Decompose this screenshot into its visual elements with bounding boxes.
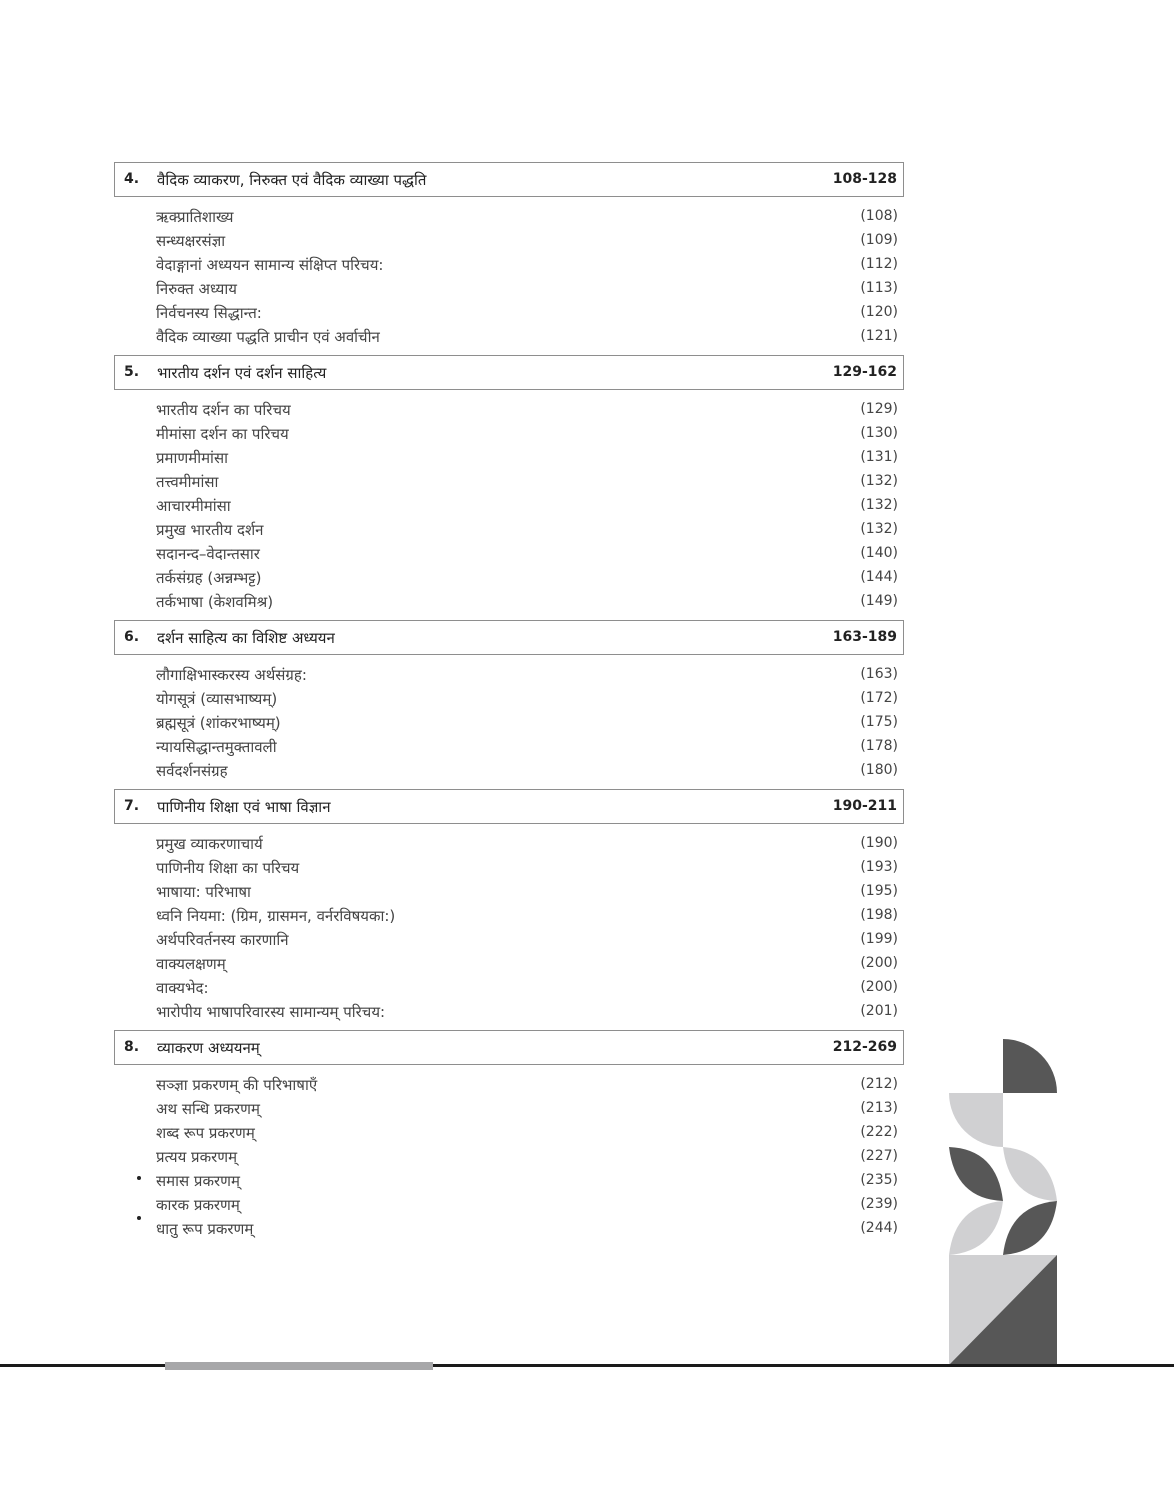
toc-entry bbox=[114, 229, 904, 253]
entry-title: वैदिक व्याख्या पद्धति प्राचीन एवं अर्वाचीन bbox=[156, 328, 380, 346]
entry-title: प्रमुख व्याकरणाचार्य bbox=[156, 835, 263, 853]
entry-title: वाक्यभेद: bbox=[156, 979, 209, 997]
toc-entry bbox=[114, 301, 904, 325]
toc-entry bbox=[114, 398, 904, 422]
entry-title: न्यायसिद्धान्तमुक्तावली bbox=[156, 738, 277, 756]
entry-title: सदानन्द–वेदान्तसार bbox=[156, 545, 260, 563]
table-of-contents bbox=[114, 162, 904, 1247]
chapter-number: 7. bbox=[124, 798, 140, 814]
entry-page: (112) bbox=[860, 256, 898, 272]
toc-entry bbox=[114, 711, 904, 735]
toc-entry bbox=[114, 590, 904, 614]
entry-title: भाषाया: परिभाषा bbox=[156, 883, 251, 901]
toc-entry bbox=[114, 1217, 904, 1241]
light-leaf-shape bbox=[1003, 1147, 1057, 1201]
entry-page: (235) bbox=[860, 1172, 898, 1188]
entry-page: (244) bbox=[860, 1220, 898, 1236]
bullet-dot bbox=[137, 1176, 141, 1180]
toc-entry bbox=[114, 928, 904, 952]
entry-list bbox=[114, 655, 904, 789]
toc-entry bbox=[114, 663, 904, 687]
light-quarter-circle-shape bbox=[949, 1093, 1003, 1147]
toc-entry bbox=[114, 446, 904, 470]
toc-entry bbox=[114, 518, 904, 542]
entry-title: आचारमीमांसा bbox=[156, 497, 231, 515]
toc-entry bbox=[114, 976, 904, 1000]
entry-page: (129) bbox=[860, 401, 898, 417]
entry-page: (198) bbox=[860, 907, 898, 923]
chapter-page-range: 108-128 bbox=[832, 171, 897, 187]
entry-title: प्रमुख भारतीय दर्शन bbox=[156, 521, 264, 539]
entry-page: (227) bbox=[860, 1148, 898, 1164]
entry-page: (108) bbox=[860, 208, 898, 224]
entry-title: पाणिनीय शिक्षा का परिचय bbox=[156, 859, 300, 877]
chapter-header bbox=[114, 355, 904, 390]
entry-title: सञ्ज्ञा प्रकरणम् की परिभाषाएँ bbox=[156, 1076, 318, 1094]
entry-title: भारोपीय भाषापरिवारस्य सामान्यम् परिचय: bbox=[156, 1003, 386, 1021]
entry-title: मीमांसा दर्शन का परिचय bbox=[156, 425, 289, 443]
entry-title: सन्ध्यक्षरसंज्ञा bbox=[156, 232, 226, 250]
chapter-header bbox=[114, 1030, 904, 1065]
entry-list bbox=[114, 824, 904, 1030]
entry-title: भारतीय दर्शन का परिचय bbox=[156, 401, 291, 419]
entry-page: (178) bbox=[860, 738, 898, 754]
toc-entry bbox=[114, 470, 904, 494]
entry-page: (163) bbox=[860, 666, 898, 682]
entry-title: वाक्यलक्षणम् bbox=[156, 955, 226, 973]
entry-page: (212) bbox=[860, 1076, 898, 1092]
entry-title: तर्कसंग्रह (अन्नम्भट्ट) bbox=[156, 569, 262, 587]
toc-entry bbox=[114, 542, 904, 566]
entry-page: (199) bbox=[860, 931, 898, 947]
entry-list bbox=[114, 390, 904, 620]
entry-title: अर्थपरिवर्तनस्य कारणानि bbox=[156, 931, 289, 949]
chapter-page-range: 163-189 bbox=[832, 629, 897, 645]
toc-entry bbox=[114, 687, 904, 711]
entry-page: (190) bbox=[860, 835, 898, 851]
chapter-header bbox=[114, 162, 904, 197]
entry-title: तत्त्वमीमांसा bbox=[156, 473, 219, 491]
toc-entry bbox=[114, 494, 904, 518]
entry-title: प्रमाणमीमांसा bbox=[156, 449, 228, 467]
entry-title: कारक प्रकरणम् bbox=[156, 1196, 240, 1214]
chapter-title: वैदिक व्याकरण, निरुक्त एवं वैदिक व्याख्या पद्धति bbox=[157, 171, 427, 189]
entry-page: (130) bbox=[860, 425, 898, 441]
toc-entry bbox=[114, 952, 904, 976]
chapter-section bbox=[114, 355, 904, 620]
toc-entry bbox=[114, 1000, 904, 1024]
chapter-section bbox=[114, 162, 904, 355]
chapter-page-range: 129-162 bbox=[832, 364, 897, 380]
decorative-geometric-motif bbox=[947, 1039, 1059, 1367]
toc-entry bbox=[114, 904, 904, 928]
chapter-section bbox=[114, 789, 904, 1030]
entry-page: (132) bbox=[860, 521, 898, 537]
chapter-title: दर्शन साहित्य का विशिष्ट अध्ययन bbox=[157, 629, 335, 647]
entry-list bbox=[114, 1065, 904, 1247]
entry-page: (180) bbox=[860, 762, 898, 778]
chapter-number: 4. bbox=[124, 171, 140, 187]
toc-entry bbox=[114, 566, 904, 590]
entry-title: ब्रह्मसूत्रं (शांकरभाष्यम्) bbox=[156, 714, 281, 732]
entry-title: धातु रूप प्रकरणम् bbox=[156, 1220, 254, 1238]
entry-page: (144) bbox=[860, 569, 898, 585]
dark-leaf-shape bbox=[949, 1147, 1003, 1201]
toc-entry bbox=[114, 832, 904, 856]
entry-list bbox=[114, 197, 904, 355]
entry-title: निर्वचनस्य सिद्धान्त: bbox=[156, 304, 262, 322]
entry-title: सर्वदर्शनसंग्रह bbox=[156, 762, 228, 780]
chapter-section bbox=[114, 620, 904, 789]
entry-page: (195) bbox=[860, 883, 898, 899]
toc-entry bbox=[114, 253, 904, 277]
entry-title: अथ सन्धि प्रकरणम् bbox=[156, 1100, 260, 1118]
entry-page: (201) bbox=[860, 1003, 898, 1019]
bullet-dot bbox=[137, 1216, 141, 1220]
toc-entry bbox=[114, 277, 904, 301]
entry-page: (131) bbox=[860, 449, 898, 465]
entry-title: तर्कभाषा (केशवमिश्र) bbox=[156, 593, 274, 611]
entry-title: लौगाक्षिभास्करस्य अर्थसंग्रह: bbox=[156, 666, 307, 684]
entry-page: (120) bbox=[860, 304, 898, 320]
toc-entry bbox=[114, 759, 904, 783]
toc-entry bbox=[114, 205, 904, 229]
chapter-number: 6. bbox=[124, 629, 140, 645]
entry-page: (132) bbox=[860, 473, 898, 489]
entry-page: (175) bbox=[860, 714, 898, 730]
entry-page: (213) bbox=[860, 1100, 898, 1116]
toc-entry bbox=[114, 325, 904, 349]
toc-entry bbox=[114, 1145, 904, 1169]
light-leaf-shape bbox=[949, 1201, 1003, 1255]
entry-page: (113) bbox=[860, 280, 898, 296]
chapter-section bbox=[114, 1030, 904, 1247]
toc-entry bbox=[114, 1073, 904, 1097]
toc-entry bbox=[114, 1097, 904, 1121]
entry-page: (200) bbox=[860, 955, 898, 971]
chapter-title: पाणिनीय शिक्षा एवं भाषा विज्ञान bbox=[157, 798, 331, 816]
entry-page: (132) bbox=[860, 497, 898, 513]
entry-title: निरुक्त अध्याय bbox=[156, 280, 237, 298]
toc-entry bbox=[114, 1193, 904, 1217]
entry-title: समास प्रकरणम् bbox=[156, 1172, 240, 1190]
dark-quarter-circle-shape bbox=[1003, 1039, 1057, 1093]
chapter-number: 5. bbox=[124, 364, 140, 380]
chapter-number: 8. bbox=[124, 1039, 140, 1055]
chapter-page-range: 212-269 bbox=[832, 1039, 897, 1055]
chapter-title: व्याकरण अध्ययनम् bbox=[157, 1039, 260, 1057]
toc-entry bbox=[114, 422, 904, 446]
toc-entry bbox=[114, 1121, 904, 1145]
entry-page: (121) bbox=[860, 328, 898, 344]
entry-page: (193) bbox=[860, 859, 898, 875]
toc-entry bbox=[114, 880, 904, 904]
entry-title: योगसूत्रं (व्यासभाष्यम्) bbox=[156, 690, 278, 708]
entry-title: ध्वनि नियमा: (ग्रिम, ग्रासमन, वर्नरविषयका:) bbox=[156, 907, 396, 925]
toc-entry bbox=[114, 1169, 904, 1193]
toc-entry bbox=[114, 856, 904, 880]
entry-page: (222) bbox=[860, 1124, 898, 1140]
entry-title: ऋक्प्रातिशाख्य bbox=[156, 208, 234, 226]
entry-title: प्रत्यय प्रकरणम् bbox=[156, 1148, 238, 1166]
entry-page: (239) bbox=[860, 1196, 898, 1212]
entry-page: (149) bbox=[860, 593, 898, 609]
chapter-title: भारतीय दर्शन एवं दर्शन साहित्य bbox=[157, 364, 327, 382]
entry-title: वेदाङ्गानां अध्ययन सामान्य संक्षिप्त परिचय: bbox=[156, 256, 384, 274]
entry-title: शब्द रूप प्रकरणम् bbox=[156, 1124, 255, 1142]
entry-page: (200) bbox=[860, 979, 898, 995]
footer-accent-bar bbox=[165, 1362, 433, 1370]
chapter-page-range: 190-211 bbox=[832, 798, 897, 814]
toc-entry bbox=[114, 735, 904, 759]
dark-leaf-shape bbox=[1003, 1201, 1057, 1255]
entry-page: (140) bbox=[860, 545, 898, 561]
entry-page: (109) bbox=[860, 232, 898, 248]
chapter-header bbox=[114, 620, 904, 655]
chapter-header bbox=[114, 789, 904, 824]
entry-page: (172) bbox=[860, 690, 898, 706]
